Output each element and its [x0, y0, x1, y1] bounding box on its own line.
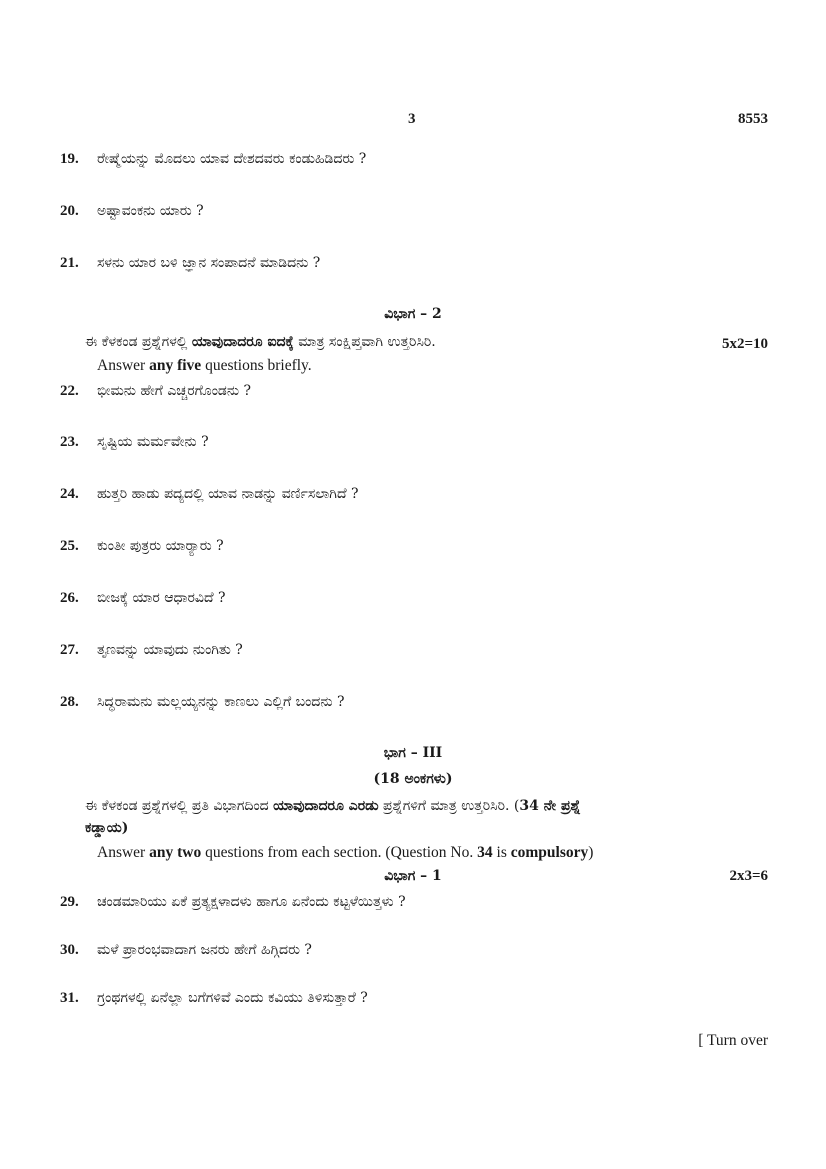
section-marks: 2x3=6 — [729, 868, 768, 884]
question-text: ಹುತ್ತರಿ ಹಾಡು ಪದ್ಯದಲ್ಲಿ ಯಾವ ನಾಡನ್ನು ವರ್ಣಿಸಲಾಗಿದೆ ? — [97, 486, 359, 502]
question-number: 24. — [60, 486, 79, 502]
section-title: ವಿಭಾಗ – 2 — [384, 306, 442, 322]
instruction-text: ಈ ಕೆಳಕಂಡ ಪ್ರಶ್ನೆಗಳಲ್ಲಿ ಪ್ರತಿ ವಿಭಾಗದಿಂದ — [85, 798, 274, 814]
instruction-text: questions briefly. — [201, 357, 312, 374]
part-title: ಭಾಗ – III — [383, 745, 443, 761]
question-text: ಕುಂತೀ ಪುತ್ರರು ಯಾರ್‍ಯಾರು ? — [97, 538, 224, 554]
section-instruction-kannada — [85, 334, 436, 350]
question-number: 30. — [60, 942, 79, 958]
instruction-emphasis: 34 — [477, 844, 493, 861]
question-text: ತೃಣವನ್ನು ಯಾವುದು ನುಂಗಿತು ? — [97, 642, 243, 658]
instruction-emphasis: 34 — [519, 798, 539, 814]
instruction-emphasis: any two — [149, 844, 202, 861]
question-text: ಗ್ರಂಥಗಳಲ್ಲಿ ಏನೆಲ್ಲಾ ಬಗೆಗಳಿವೆ ಎಂದು ಕವಿಯು ತಿಳಿಸುತ್ತಾರೆ ? — [97, 990, 368, 1006]
instruction-emphasis: any five — [149, 357, 202, 374]
question-number: 23. — [60, 434, 79, 450]
question-number: 19. — [60, 151, 79, 167]
question-text: ಮಳೆ ಪ್ರಾರಂಭವಾದಾಗ ಜನರು ಹೇಗೆ ಹಿಗ್ಗಿದರು ? — [97, 942, 312, 958]
question-number: 21. — [60, 255, 79, 271]
question-number: 22. — [60, 383, 79, 399]
question-text: ಬೀಜಕ್ಕೆ ಯಾರ ಆಧಾರವಿದೆ ? — [97, 590, 226, 606]
question-number: 27. — [60, 642, 79, 658]
paper-code: 8553 — [738, 111, 768, 127]
instruction-text: is — [492, 844, 511, 861]
instruction-text: ಮಾತ್ರ ಸಂಕ್ಷಿಪ್ತವಾಗಿ ಉತ್ತರಿಸಿರಿ. — [293, 334, 436, 350]
question-text: ಭೀಮನು ಹೇಗೆ ಎಚ್ಚರಗೊಂಡನು ? — [97, 383, 252, 399]
instruction-emphasis: ಯಾವುದಾದರೂ ಐದಕ್ಕೆ — [191, 334, 294, 350]
question-number: 29. — [60, 894, 79, 910]
question-number: 31. — [60, 990, 79, 1006]
question-number: 20. — [60, 203, 79, 219]
question-text: ಅಷ್ಟಾವಂಕನು ಯಾರು ? — [97, 203, 204, 219]
question-text: ಸಿದ್ಧರಾಮನು ಮಲ್ಲಯ್ಯನನ್ನು ಕಾಣಲು ಎಲ್ಲಿಗೆ ಬಂದನು ? — [97, 694, 345, 710]
section-instruction-english — [97, 357, 312, 375]
question-text: ಸೃಷ್ಟಿಯ ಮರ್ಮವೇನು ? — [97, 434, 209, 450]
instruction-text: ) — [588, 844, 594, 861]
page-number: 3 — [408, 111, 416, 127]
question-number: 28. — [60, 694, 79, 710]
question-number: 25. — [60, 538, 79, 554]
part-subtitle: (18 ಅಂಕಗಳು) — [373, 771, 453, 787]
section-title: ವಿಭಾಗ – 1 — [384, 868, 442, 884]
turn-over-note: [ Turn over — [698, 1032, 768, 1049]
instruction-emphasis: ) — [121, 820, 129, 836]
instruction-text: ಪ್ರಶ್ನೆಗಳಿಗೆ ಮಾತ್ರ ಉತ್ತರಿಸಿರಿ. ( — [378, 798, 520, 814]
part-instruction-kannada — [85, 798, 581, 814]
instruction-emphasis: ಕಡ್ಡಾಯ — [85, 820, 122, 836]
instruction-text: ಈ ಕೆಳಕಂಡ ಪ್ರಶ್ನೆಗಳಲ್ಲಿ — [85, 334, 192, 350]
instruction-emphasis: compulsory — [510, 844, 589, 861]
question-number: 26. — [60, 590, 79, 606]
instruction-emphasis: ನೇ ಪ್ರಶ್ನೆ — [538, 798, 581, 814]
question-text: ಚಂಡಮಾರಿಯು ಏಕೆ ಪ್ರತ್ಯಕ್ಷಳಾದಳು ಹಾಗೂ ಏನೆಂದು ಕಟ್ಟಳೆಯಿತ್ತಳು ? — [97, 894, 406, 910]
instruction-emphasis: ಯಾವುದಾದರೂ ಎರಡು — [273, 798, 379, 814]
part-instruction-english — [97, 844, 593, 862]
part-instruction-kannada-cont — [85, 820, 128, 836]
section-marks: 5x2=10 — [721, 336, 768, 352]
question-text: ರೇಷ್ಮೆಯನ್ನು ಮೊದಲು ಯಾವ ದೇಶದವರು ಕಂಡುಹಿಡಿದರು ? — [97, 151, 367, 167]
instruction-text: Answer — [97, 844, 150, 861]
question-text: ಸಳನು ಯಾರ ಬಳಿ ಜ್ಞಾನ ಸಂಪಾದನೆ ಮಾಡಿದನು ? — [97, 255, 321, 271]
instruction-text: questions from each section. (Question No. — [201, 844, 478, 861]
instruction-text: Answer — [97, 357, 150, 374]
